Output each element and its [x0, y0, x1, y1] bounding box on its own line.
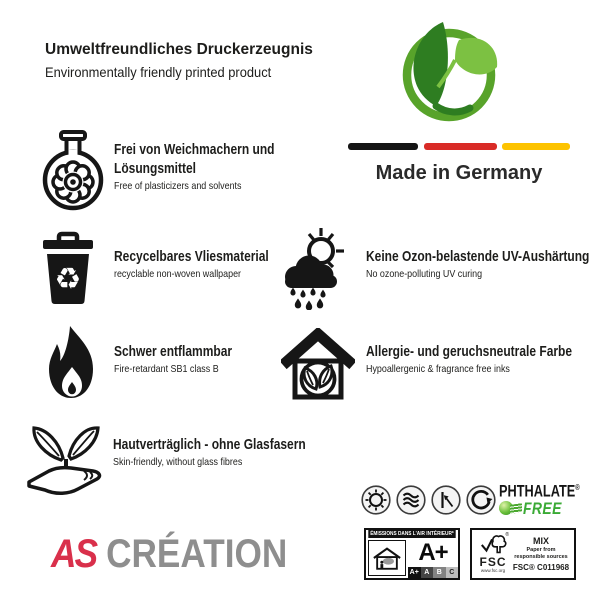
page-subtitle: Environmentally friendly printed product [45, 64, 272, 80]
svg-text:♻: ♻ [54, 262, 82, 297]
feature-subtitle: Skin-friendly, without glass fibres [113, 456, 243, 469]
free-word: FREE [523, 498, 562, 518]
fsc-code: FSC® C011968 [512, 562, 570, 572]
scale-a: A [421, 567, 434, 578]
brand-as: AS [51, 532, 97, 576]
feature-title: Frei von Weichmachern und Lösungsmittel [114, 141, 275, 178]
lightfastness-sun-icon [361, 485, 391, 520]
scale-b: B [433, 567, 446, 578]
feature-subtitle: No ozone-polluting UV curing [366, 268, 483, 281]
feature-title: Allergie- und geruchsneutrale Farbe [366, 343, 573, 360]
recycle-bin-icon [40, 231, 96, 310]
fsc-description: Paper from responsible sources [514, 547, 568, 560]
flask-icon [42, 130, 104, 217]
sun-cloud-rain-icon [281, 226, 345, 315]
fsc-grade: MIX [532, 536, 549, 547]
feature-subtitle: Free of plasticizers and solvents [114, 180, 242, 193]
house-leaf-icon [281, 328, 355, 405]
hand-plant-icon [26, 415, 106, 504]
feature-subtitle: Hypoallergenic & fragrance free inks [366, 363, 510, 376]
fsc-name: FSC [479, 555, 507, 569]
feature-subtitle: recyclable non-woven wallpaper [114, 268, 242, 281]
emissions-header: ÉMISSIONS DANS L'AIR INTÉRIEUR* [370, 531, 454, 537]
feature-title: Hautverträglich - ohne Glasfasern [113, 436, 306, 453]
straight-match-arrow-icon [431, 485, 461, 520]
leaf-circle-icon [391, 20, 506, 126]
made-in-germany-label: Made in Germany [375, 162, 543, 184]
flag-red-bar [424, 143, 497, 150]
feature-title: Keine Ozon-belastende UV-Aushärtung [366, 248, 590, 265]
green-flag-icon [510, 503, 522, 514]
scale-a-plus: A+ [409, 569, 419, 576]
fsc-registered-mark: ® [505, 532, 509, 538]
scale-c: C [446, 567, 459, 578]
flame-icon [44, 325, 100, 406]
fsc-url: www.fsc.org [480, 568, 506, 573]
brand-logo [51, 534, 287, 574]
eco-leaves-logo [391, 20, 506, 131]
phthalate-free-logo [499, 481, 600, 517]
fsc-tree-icon [479, 532, 507, 556]
registered-mark: ® [575, 483, 580, 492]
recycling-arrows-icon [466, 485, 496, 520]
emissions-scale [408, 567, 458, 578]
indoor-air-house-icon [368, 540, 406, 576]
flag-gold-bar [502, 143, 570, 150]
flag-black-bar [348, 143, 418, 150]
feature-title: Recycelbares Vliesmaterial [114, 248, 269, 265]
washable-waves-icon [396, 485, 426, 520]
brand-creation: CRÉATION [106, 532, 288, 576]
page-title: Umweltfreundliches Druckerzeugnis [45, 41, 313, 58]
phthalate-word: PHTHALATE [499, 481, 576, 501]
feature-title: Schwer entflammbar [114, 343, 233, 360]
fsc-label [470, 528, 576, 580]
emissions-rating: A+ [418, 538, 448, 566]
feature-subtitle: Fire-retardant SB1 class B [114, 363, 219, 376]
made-in-germany [348, 143, 570, 183]
emissions-label [364, 528, 460, 580]
